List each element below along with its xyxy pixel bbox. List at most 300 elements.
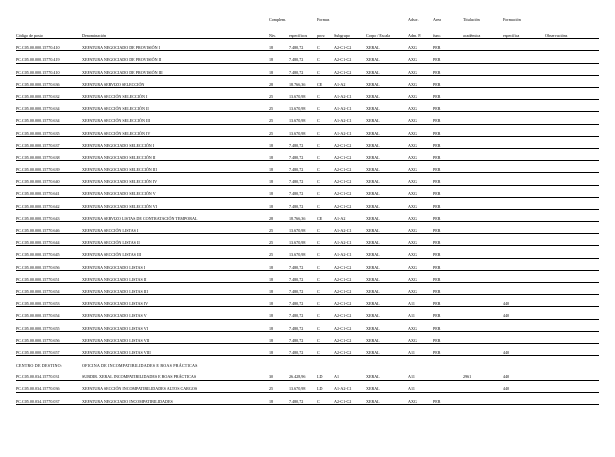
- cell-corpo: XERAL: [366, 246, 408, 258]
- cell-formacion: [503, 75, 545, 87]
- cell-obs: [545, 319, 599, 331]
- table-row: [16, 380, 599, 392]
- cell-area: PER: [433, 51, 463, 63]
- cell-codigo: PC.C05.00.000.15770.646: [16, 222, 82, 234]
- cell-titulacion: [463, 39, 503, 51]
- cell-obs: [545, 258, 599, 270]
- cell-esp: 7.480,72: [289, 63, 317, 75]
- col-header-formacion: específica: [503, 22, 545, 39]
- cell-obs: [545, 161, 599, 173]
- cell-niv: 25: [269, 112, 289, 124]
- cell-esp: 26.428,96: [289, 368, 317, 380]
- cell-obs: [545, 100, 599, 112]
- cell-formacion: [503, 246, 545, 258]
- cell-corpo: XERAL: [366, 319, 408, 331]
- cell-denominacion: XEFATURA SERVIZO LISTAS DE CONTRATACIÓN TEMPORAL: [82, 209, 269, 221]
- col-header-observacions: Observacións: [545, 22, 599, 39]
- cell-formacion: [503, 88, 545, 100]
- cell-prov: C: [317, 270, 334, 282]
- cell-titulacion: [463, 197, 503, 209]
- cell-prov: C: [317, 185, 334, 197]
- cell-subgrupo: A2-C1-C2: [334, 319, 366, 331]
- cell-area: PER: [433, 197, 463, 209]
- cell-formacion: 440: [503, 380, 545, 392]
- cell-titulacion: [463, 185, 503, 197]
- table-row: [16, 51, 599, 63]
- cell-esp: 7.480,72: [289, 197, 317, 209]
- cell-formacion: [503, 319, 545, 331]
- cell-area: PER: [433, 343, 463, 355]
- table-row: [16, 283, 599, 295]
- cell-titulacion: [463, 148, 503, 160]
- cell-prov: C: [317, 63, 334, 75]
- cell-niv: 25: [269, 88, 289, 100]
- cell-formacion: [503, 234, 545, 246]
- cell-denominacion: XEFATURA NEGOCIADO DE PROVISIÓN III: [82, 63, 269, 75]
- cell-esp: 7.480,72: [289, 39, 317, 51]
- cell-corpo: XERAL: [366, 234, 408, 246]
- cell-niv: 18: [269, 197, 289, 209]
- cell-corpo: XERAL: [366, 124, 408, 136]
- cell-denominacion: XEFATURA SECCIÓN LISTAS III: [82, 246, 269, 258]
- cell-formacion: [503, 112, 545, 124]
- col-header-denominacion: Denominación: [82, 22, 269, 39]
- cell-codigo: PC.C05.00.000.15770.640: [16, 173, 82, 185]
- cell-niv: 25: [269, 246, 289, 258]
- cell-prov: C: [317, 258, 334, 270]
- cell-prov: C: [317, 39, 334, 51]
- cell-codigo: PC.C05.00.000.15770.651: [16, 270, 82, 282]
- cell-area: PER: [433, 270, 463, 282]
- cell-niv: 25: [269, 234, 289, 246]
- cell-titulacion: [463, 88, 503, 100]
- cell-corpo: XERAL: [366, 136, 408, 148]
- cell-esp: 7.480,72: [289, 51, 317, 63]
- cell-codigo: PC.C05.00.000.15770.655: [16, 319, 82, 331]
- cell-denominacion: XEFATURA SECCIÓN SELECCIÓN I: [82, 88, 269, 100]
- section-label-centro-destino: CENTRO DE DESTINO:: [16, 362, 63, 368]
- cell-formacion: [503, 51, 545, 63]
- cell-obs: [545, 222, 599, 234]
- cell-corpo: XERAL: [366, 307, 408, 319]
- cell-formacion: [503, 39, 545, 51]
- cell-denominacion: XEFATURA NEGOCIADO SELECCIÓN II: [82, 148, 269, 160]
- cell-denominacion: XEFATURA NEGOCIADO SELECCIÓN V: [82, 185, 269, 197]
- cell-prov: C: [317, 234, 334, 246]
- cell-adscr: AXG: [408, 392, 433, 404]
- cell-denominacion: XEFATURA NEGOCIADO SELECCIÓN III: [82, 161, 269, 173]
- cell-denominacion: XEFATURA NEGOCIADO LISTAS VI: [82, 319, 269, 331]
- cell-adscr: A11: [408, 368, 433, 380]
- header-label-row: [16, 22, 599, 39]
- cell-esp: 7.480,72: [289, 270, 317, 282]
- cell-niv: 25: [269, 222, 289, 234]
- header-group-formacion: Formación: [503, 18, 521, 22]
- cell-area: PER: [433, 246, 463, 258]
- col-header-niv: Niv.: [269, 22, 289, 39]
- cell-obs: [545, 112, 599, 124]
- table-row: [16, 39, 599, 51]
- cell-codigo: PC.C05.00.000.15770.638: [16, 148, 82, 160]
- cell-titulacion: 2961: [463, 368, 503, 380]
- cell-denominacion: XEFATURA NEGOCIADO LISTAS III: [82, 283, 269, 295]
- col-header-titulacion: académica: [463, 22, 503, 39]
- cell-titulacion: [463, 161, 503, 173]
- table-body: [16, 39, 599, 405]
- cell-corpo: XERAL: [366, 173, 408, 185]
- cell-obs: [545, 380, 599, 392]
- cell-prov: C: [317, 112, 334, 124]
- cell-esp: 18.766,36: [289, 209, 317, 221]
- cell-niv: 18: [269, 39, 289, 51]
- cell-esp: 13.670,98: [289, 112, 317, 124]
- cell-niv: 18: [269, 63, 289, 75]
- cell-formacion: 440: [503, 295, 545, 307]
- table-row: [16, 197, 599, 209]
- cell-denominacion: XEFATURA SECCIÓN SELECCIÓN III: [82, 112, 269, 124]
- cell-titulacion: [463, 246, 503, 258]
- cell-subgrupo: A2-C1-C2: [334, 148, 366, 160]
- cell-prov: C: [317, 307, 334, 319]
- cell-denominacion: XEFATURA NEGOCIADO SELECCIÓN I: [82, 136, 269, 148]
- cell-esp: 13.670,98: [289, 124, 317, 136]
- cell-subgrupo: A2-C1-C2: [334, 197, 366, 209]
- cell-corpo: XERAL: [366, 51, 408, 63]
- cell-adscr: A11: [408, 343, 433, 355]
- cell-prov: C: [317, 222, 334, 234]
- table-row: [16, 319, 599, 331]
- cell-niv: 28: [269, 209, 289, 221]
- cell-niv: 18: [269, 173, 289, 185]
- cell-formacion: [503, 173, 545, 185]
- cell-prov: C: [317, 173, 334, 185]
- cell-codigo: PC.C05.00.000.15770.657: [16, 343, 82, 355]
- cell-obs: [545, 392, 599, 404]
- cell-prov: C: [317, 343, 334, 355]
- cell-titulacion: [463, 136, 503, 148]
- table-row: [16, 307, 599, 319]
- cell-corpo: XERAL: [366, 392, 408, 404]
- cell-area: PER: [433, 75, 463, 87]
- cell-denominacion: XEFATURA SECCIÓN LISTAS I: [82, 222, 269, 234]
- cell-obs: [545, 270, 599, 282]
- cell-codigo: PC.C05.00.000.15770.641: [16, 185, 82, 197]
- cell-obs: [545, 148, 599, 160]
- cell-obs: [545, 295, 599, 307]
- cell-denominacion: XEFATURA NEGOCIADO LISTAS I: [82, 258, 269, 270]
- cell-adscr: AXG: [408, 270, 433, 282]
- cell-subgrupo: A2-C1-C2: [334, 295, 366, 307]
- cell-adscr: AXG: [408, 331, 433, 343]
- cell-adscr: AXG: [408, 100, 433, 112]
- cell-niv: 18: [269, 295, 289, 307]
- cell-esp: 7.480,72: [289, 283, 317, 295]
- table-row: [16, 368, 599, 380]
- table-header: [16, 18, 599, 39]
- cell-formacion: [503, 283, 545, 295]
- cell-obs: [545, 209, 599, 221]
- table-row: [16, 88, 599, 100]
- cell-prov: C: [317, 331, 334, 343]
- cell-codigo: PC.C05.00.000.15770.645: [16, 246, 82, 258]
- cell-adscr: AXG: [408, 148, 433, 160]
- cell-codigo: PC.C05.00.000.15770.634: [16, 100, 82, 112]
- cell-subgrupo: A1-A2-C1: [334, 234, 366, 246]
- cell-obs: [545, 331, 599, 343]
- cell-esp: 7.480,72: [289, 331, 317, 343]
- cell-esp: 7.480,72: [289, 319, 317, 331]
- cell-titulacion: [463, 295, 503, 307]
- header-group-titulacion: Titulación: [463, 18, 480, 22]
- cell-formacion: 440: [503, 307, 545, 319]
- table-row: [16, 173, 599, 185]
- cell-denominacion: XEFATURA NEGOCIADO INCOMPATIBILIDADES: [82, 392, 269, 404]
- cell-codigo: PC.C05.00.000.15770.410: [16, 63, 82, 75]
- cell-adscr: AXG: [408, 185, 433, 197]
- cell-denominacion: XEFATURA NEGOCIADO DE PROVISIÓN II: [82, 51, 269, 63]
- cell-adscr: A11: [408, 380, 433, 392]
- cell-obs: [545, 368, 599, 380]
- cell-codigo: PC.C05.00.000.15770.635: [16, 124, 82, 136]
- cell-area: PER: [433, 161, 463, 173]
- cell-denominacion: XEFATURA SECCIÓN INCOMPATIBILIDADES ALTOS CARGOS: [82, 380, 269, 392]
- cell-area: PER: [433, 63, 463, 75]
- cell-prov: CE: [317, 75, 334, 87]
- cell-area: PER: [433, 307, 463, 319]
- cell-codigo: PC.C05.00.000.15770.654: [16, 283, 82, 295]
- cell-area: PER: [433, 100, 463, 112]
- cell-adscr: AXG: [408, 88, 433, 100]
- cell-corpo: XERAL: [366, 209, 408, 221]
- cell-corpo: XERAL: [366, 197, 408, 209]
- cell-prov: C: [317, 392, 334, 404]
- cell-codigo: PC.C05.00.034.15770.037: [16, 392, 82, 404]
- col-header-codigo: Código de posto: [16, 22, 82, 39]
- cell-titulacion: [463, 234, 503, 246]
- table-row: [16, 295, 599, 307]
- cell-niv: 18: [269, 331, 289, 343]
- cell-denominacion: XEFATURA SECCIÓN SELECCIÓN II: [82, 100, 269, 112]
- cell-denominacion: XEFATURA NEGOCIADO LISTAS VII: [82, 331, 269, 343]
- cell-subgrupo: A2-C1-C2: [334, 185, 366, 197]
- cell-niv: 18: [269, 319, 289, 331]
- cell-niv: 18: [269, 148, 289, 160]
- cell-prov: C: [317, 100, 334, 112]
- cell-adscr: AXG: [408, 75, 433, 87]
- cell-subgrupo: A1-A2-C1: [334, 380, 366, 392]
- cell-niv: 28: [269, 75, 289, 87]
- cell-obs: [545, 234, 599, 246]
- cell-corpo: XERAL: [366, 75, 408, 87]
- cell-adscr: AXG: [408, 161, 433, 173]
- cell-area: PER: [433, 319, 463, 331]
- cell-subgrupo: A1-A2: [334, 209, 366, 221]
- cell-corpo: XERAL: [366, 331, 408, 343]
- cell-codigo: PC.C05.00.000.15770.637: [16, 136, 82, 148]
- table-row: [16, 222, 599, 234]
- cell-adscr: AXG: [408, 63, 433, 75]
- cell-formacion: 440: [503, 368, 545, 380]
- cell-area: PER: [433, 222, 463, 234]
- cell-denominacion: XEFATURA NEGOCIADO DE PROVISIÓN I: [82, 39, 269, 51]
- cell-area: PER: [433, 209, 463, 221]
- cell-esp: 7.480,72: [289, 307, 317, 319]
- table-row: [16, 161, 599, 173]
- cell-subgrupo: A1-A2-C1: [334, 112, 366, 124]
- cell-denominacion: XEFATURA NEGOCIADO SELECCIÓN IV: [82, 173, 269, 185]
- cell-obs: [545, 283, 599, 295]
- cell-subgrupo: A2-C1-C2: [334, 343, 366, 355]
- cell-esp: 7.480,72: [289, 161, 317, 173]
- table-row: [16, 100, 599, 112]
- col-header-area: func.: [433, 22, 463, 39]
- cell-esp: 13.670,98: [289, 100, 317, 112]
- cell-subgrupo: A2-C1-C2: [334, 307, 366, 319]
- cell-codigo: PC.C05.00.000.15770.634: [16, 112, 82, 124]
- cell-esp: 13.670,98: [289, 380, 317, 392]
- cell-corpo: XERAL: [366, 100, 408, 112]
- table-row: [16, 209, 599, 221]
- cell-obs: [545, 51, 599, 63]
- cell-titulacion: [463, 112, 503, 124]
- cell-formacion: [503, 331, 545, 343]
- cell-subgrupo: A2-C1-C2: [334, 283, 366, 295]
- header-group-area: Área: [433, 18, 441, 22]
- cell-adscr: AXG: [408, 39, 433, 51]
- cell-obs: [545, 197, 599, 209]
- cell-adscr: AXG: [408, 124, 433, 136]
- cell-esp: 7.480,72: [289, 173, 317, 185]
- cell-denominacion: XEFATURA NEGOCIADO SELECCIÓN VI: [82, 197, 269, 209]
- cell-area: PER: [433, 88, 463, 100]
- cell-subgrupo: A2-C1-C2: [334, 331, 366, 343]
- cell-corpo: XERAL: [366, 283, 408, 295]
- cell-formacion: [503, 124, 545, 136]
- posts-table: [16, 18, 599, 405]
- cell-adscr: AXG: [408, 258, 433, 270]
- cell-denominacion: XEFATURA NEGOCIADO LISTAS VIII: [82, 343, 269, 355]
- cell-esp: 13.670,98: [289, 222, 317, 234]
- table-row: [16, 331, 599, 343]
- cell-obs: [545, 246, 599, 258]
- document-page: [0, 18, 615, 457]
- header-group-complem: Complem.: [269, 18, 287, 22]
- cell-adscr: AXG: [408, 112, 433, 124]
- cell-denominacion: XEFATURA SECCIÓN LISTAS II: [82, 234, 269, 246]
- table-row: [16, 185, 599, 197]
- cell-titulacion: [463, 258, 503, 270]
- cell-codigo: PC.C05.00.000.15770.642: [16, 197, 82, 209]
- col-header-prov: prov.: [317, 22, 334, 39]
- cell-codigo: PC.C05.00.000.15770.656: [16, 258, 82, 270]
- cell-subgrupo: A2-C1-C2: [334, 258, 366, 270]
- cell-esp: 13.670,98: [289, 88, 317, 100]
- cell-formacion: 440: [503, 343, 545, 355]
- cell-obs: [545, 75, 599, 87]
- header-group-formas: Formas: [317, 18, 330, 22]
- cell-codigo: PC.C05.00.000.15770.644: [16, 234, 82, 246]
- cell-corpo: XERAL: [366, 343, 408, 355]
- cell-area: [433, 380, 463, 392]
- cell-niv: 18: [269, 51, 289, 63]
- cell-corpo: XERAL: [366, 380, 408, 392]
- cell-prov: C: [317, 161, 334, 173]
- table-row: [16, 392, 599, 404]
- cell-niv: 18: [269, 343, 289, 355]
- cell-obs: [545, 88, 599, 100]
- cell-titulacion: [463, 63, 503, 75]
- cell-adscr: AXG: [408, 173, 433, 185]
- cell-esp: 7.480,72: [289, 258, 317, 270]
- cell-denominacion: XEFATURA SECCIÓN SELECCIÓN IV: [82, 124, 269, 136]
- cell-prov: C: [317, 283, 334, 295]
- cell-prov: CE: [317, 209, 334, 221]
- cell-formacion: [503, 63, 545, 75]
- table-row: [16, 112, 599, 124]
- cell-titulacion: [463, 331, 503, 343]
- cell-area: PER: [433, 112, 463, 124]
- cell-esp: 7.480,72: [289, 148, 317, 160]
- cell-subgrupo: A1-A2-C1: [334, 88, 366, 100]
- cell-adscr: AXG: [408, 283, 433, 295]
- cell-area: [433, 368, 463, 380]
- cell-niv: 18: [269, 270, 289, 282]
- cell-prov: LD: [317, 368, 334, 380]
- cell-area: PER: [433, 331, 463, 343]
- cell-subgrupo: A2-C1-C2: [334, 161, 366, 173]
- cell-obs: [545, 307, 599, 319]
- cell-corpo: XERAL: [366, 295, 408, 307]
- cell-esp: 7.480,72: [289, 185, 317, 197]
- cell-titulacion: [463, 51, 503, 63]
- table-row: [16, 343, 599, 355]
- cell-corpo: XERAL: [366, 258, 408, 270]
- cell-prov: C: [317, 88, 334, 100]
- col-header-subgrupo: Subgrupo: [334, 22, 366, 39]
- cell-adscr: AXG: [408, 319, 433, 331]
- header-group-adscr: Adscr.: [408, 18, 419, 22]
- cell-formacion: [503, 258, 545, 270]
- cell-denominacion: XEFATURA NEGOCIADO LISTAS II: [82, 270, 269, 282]
- cell-subgrupo: A1-A2: [334, 75, 366, 87]
- cell-esp: 18.766,36: [289, 75, 317, 87]
- cell-obs: [545, 173, 599, 185]
- cell-corpo: XERAL: [366, 222, 408, 234]
- cell-niv: 25: [269, 100, 289, 112]
- cell-prov: C: [317, 148, 334, 160]
- cell-formacion: [503, 148, 545, 160]
- cell-prov: C: [317, 295, 334, 307]
- table-row: [16, 270, 599, 282]
- table-row: [16, 246, 599, 258]
- cell-codigo: PC.C05.00.000.15770.639: [16, 161, 82, 173]
- cell-titulacion: [463, 392, 503, 404]
- cell-subgrupo: A1-A2-C1: [334, 124, 366, 136]
- cell-formacion: [503, 209, 545, 221]
- table-row: [16, 148, 599, 160]
- cell-obs: [545, 39, 599, 51]
- cell-titulacion: [463, 222, 503, 234]
- cell-subgrupo: A1-A2-C1: [334, 222, 366, 234]
- cell-codigo: PC.C05.00.000.15770.643: [16, 209, 82, 221]
- cell-esp: 13.670,98: [289, 246, 317, 258]
- cell-corpo: XERAL: [366, 148, 408, 160]
- cell-subgrupo: A1-A2-C1: [334, 100, 366, 112]
- cell-titulacion: [463, 100, 503, 112]
- cell-obs: [545, 343, 599, 355]
- cell-obs: [545, 63, 599, 75]
- cell-esp: 7.480,72: [289, 343, 317, 355]
